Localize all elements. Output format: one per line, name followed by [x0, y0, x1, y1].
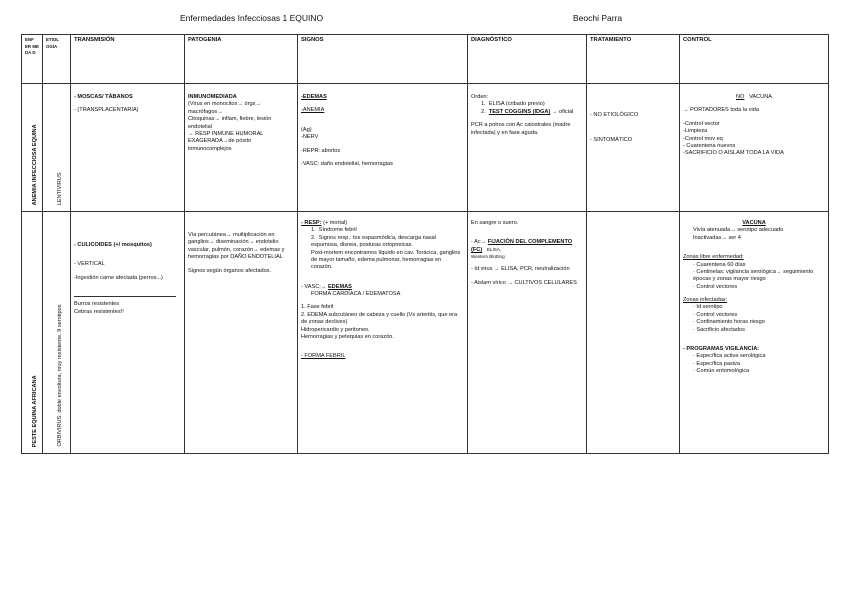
pathogenesis-line: (Virus en monocitos→ órgs→ macrófagos→ — [188, 101, 261, 115]
pathogenesis-line: Signos según órganos afectados. — [188, 267, 272, 274]
control-cell — [680, 84, 829, 212]
transmission-note: Burros resistentes — [74, 301, 120, 308]
transmission-note: Cebras resistentes!! — [74, 308, 124, 315]
pathogenesis-cell — [185, 212, 298, 454]
diagnosis-isolation: - Aislam vírico → CULTIVOS CELULARES — [471, 279, 577, 286]
control-vaccine-title: VACUNA — [742, 220, 766, 226]
control-vac-line: Vivía atenuada→ serotipo adecuado — [693, 227, 784, 234]
signs-vasc-line: - VASC:→ EDEMAS — [301, 283, 352, 290]
control-line: -Limpieza — [683, 128, 708, 135]
treatment-line: - NO ETIOLÓGICO — [590, 112, 639, 118]
disease-cell — [22, 212, 43, 454]
transmission-line: - (TRANSPLACENTARIA) — [74, 107, 139, 114]
diagnosis-sample: En sangre o suero. — [471, 220, 519, 226]
col-header-signs: SIGNOS — [298, 35, 468, 84]
divider-line — [74, 296, 176, 297]
col-header-diagnosis: DIAGNÓSTICO — [468, 35, 587, 84]
signs-item: 1. Síndrome febril — [311, 227, 357, 234]
control-free-item: · Centinelas: vigilancia serológica→ seguimiento épocas y zonas mayor riesgo — [693, 268, 814, 283]
treatment-cell — [587, 212, 680, 454]
diagnosis-ac: - Ac→ FIJACIÓN DEL COMPLEMENTO (FC) ELISA, — [471, 239, 573, 253]
pathogenesis-cell — [185, 84, 298, 212]
control-prog-item: · Específica activa serológica — [693, 353, 766, 360]
signs-postmortem: Post-mortem encontramos líquido en cav. Torácica, ganglios de mayor tamaño, edema pulmonar, hemorragias en corazón. — [311, 249, 461, 271]
etiology-cell — [43, 212, 71, 454]
treatment-cell — [587, 84, 680, 212]
diagnosis-cell — [468, 212, 587, 454]
pathogenesis-line: → RESP INMUNE HUMORAL EXAGERADA→de pósito inmunocomplejos — [188, 130, 264, 152]
signs-item: 2. Signos resp.: tos espasmódica, descarga nasal espumosa, disnea, posturas ortopneicas. — [311, 234, 437, 249]
transmission-line: - MOSCAS/ TÁBANOS — [74, 94, 133, 100]
control-line: -SACRIFICIO O AISLAM TODA LA VIDA — [683, 150, 784, 157]
treatment-line: - SINTOMÁTICO — [590, 137, 633, 144]
signs-line: (Ag) — [301, 126, 312, 133]
pathogenesis-heading: INMUNOMEDIADA — [188, 94, 237, 100]
etiology-cell — [43, 84, 71, 212]
control-free-item: · Cuarentena 60 días — [693, 261, 746, 268]
signs-line: -NERV — [301, 134, 319, 141]
diagnosis-intro: Orden: — [471, 94, 489, 100]
etiology-text: LENTIVIRUS — [56, 172, 63, 205]
control-free-item: · Control vectores — [693, 283, 738, 290]
table-header-row — [22, 35, 829, 84]
signs-febrile: - FORMA FEBRIL — [301, 353, 346, 360]
signs-item: 1. Fase febril — [301, 304, 334, 311]
pathogenesis-line: Vía percutánea→ multiplicación en ganglios→ diseminación→ endotelio vascular, pulmón, corazón→ edemas y hemorragias por DAÑO ENDOTELIAL — [188, 232, 285, 261]
control-line: → PORTADORES toda la vida — [683, 107, 759, 114]
control-line: -Control vector — [683, 120, 720, 127]
pathogenesis-line: Citoquinas→ inflam, fiebre, lesión endotelial — [188, 116, 272, 130]
diagnosis-cell — [468, 84, 587, 212]
diagnosis-item: 1. ELISA (cribado previo) — [481, 101, 545, 108]
diagnosis-virus: - Id virus → ELISA, PCR, neutralización — [471, 266, 570, 273]
control-line: - Cuarentena nuevos — [683, 142, 736, 149]
disease-name: ANEMIA INFECCIOSA EQUINA — [32, 123, 38, 205]
signs-vasc-form: FORMA CARDÍACA / EDEMATOSA — [311, 291, 401, 297]
diagnosis-item: 2. TEST COGGINS (IDGA) → oficial — [481, 108, 574, 115]
transmission-cell — [71, 84, 185, 212]
disease-cell — [22, 84, 43, 212]
control-inf-item: · Id serotipo — [693, 304, 723, 311]
signs-line: -VASC: daño endotelial, hemorragias — [301, 160, 393, 167]
signs-line: -REPR: abortos — [301, 147, 341, 154]
signs-cell — [298, 212, 468, 454]
control-prog-title: - PROGRAMAS VIGILANCIA: — [683, 345, 760, 352]
control-inf-title: Zonas infectadas: — [683, 297, 728, 303]
control-free-title: Zonas libre enfermedad: — [683, 254, 744, 261]
diagnosis-note: PCR a potros con Ac calostrales (madre infectada) y en fase aguda. — [471, 122, 571, 136]
signs-item: 2. EDEMA subcutáneo de cabeza y cuello (Vs arteritis, que era de zonas declives) — [301, 311, 458, 326]
author-name: Beochi Parra — [573, 13, 623, 23]
control-vaccine-line: NO VACUNA — [736, 94, 772, 100]
control-inf-item: · Sacrificio afectados — [693, 326, 745, 333]
control-cell — [680, 212, 829, 454]
etiology-text: ORBIVIRUS: doble envoltura, muy resistente. 9 serotipos — [56, 304, 63, 447]
signs-item: Hidropericardio y peritoneo. — [301, 326, 370, 333]
signs-cell — [298, 84, 468, 212]
control-prog-item: · Específica pasiva — [693, 360, 740, 367]
transmission-line: -Ingestión carne afectada (perros...) — [74, 274, 163, 281]
document-title: Enfermedades Infecciosas 1 EQUINO — [180, 13, 324, 23]
col-header-control: CONTROL — [680, 35, 829, 84]
col-header-etiology: ETIOL OGÍA — [43, 35, 71, 84]
disease-table — [21, 34, 829, 454]
table-row — [22, 212, 829, 454]
control-vac-line: Inactivadas→ ser 4 — [693, 234, 741, 241]
transmission-line: - CULICOIDES (+/ mosquitos) — [74, 242, 152, 248]
col-header-treatment: TRATAMIENTO — [587, 35, 680, 84]
transmission-line: - VERTICAL — [74, 261, 105, 268]
control-inf-item: · Control vectores — [693, 311, 738, 318]
control-line: -Control mov eq — [683, 135, 723, 142]
transmission-cell — [71, 212, 185, 454]
col-header-transmission: TRANSMISIÓN — [71, 35, 185, 84]
disease-name: PESTE EQUINA AFRICANA — [32, 375, 38, 447]
signs-resp-line: - RESP: (+ mortal) — [301, 220, 348, 226]
col-header-disease: ENF ER ME DA D — [22, 35, 43, 84]
signs-line: -EDEMAS — [301, 94, 327, 100]
diagnosis-wb: Western Blotting — [471, 254, 505, 260]
signs-line: -ANEMIA — [301, 107, 325, 114]
control-prog-item: · Común entomológica — [693, 368, 750, 374]
col-header-pathogenesis: PATOGENIA — [185, 35, 298, 84]
control-inf-item: · Confinamiento horas riesgo — [693, 319, 765, 326]
signs-item: Hemorragias y petequias en corazón. — [301, 333, 394, 340]
table-row — [22, 84, 829, 212]
